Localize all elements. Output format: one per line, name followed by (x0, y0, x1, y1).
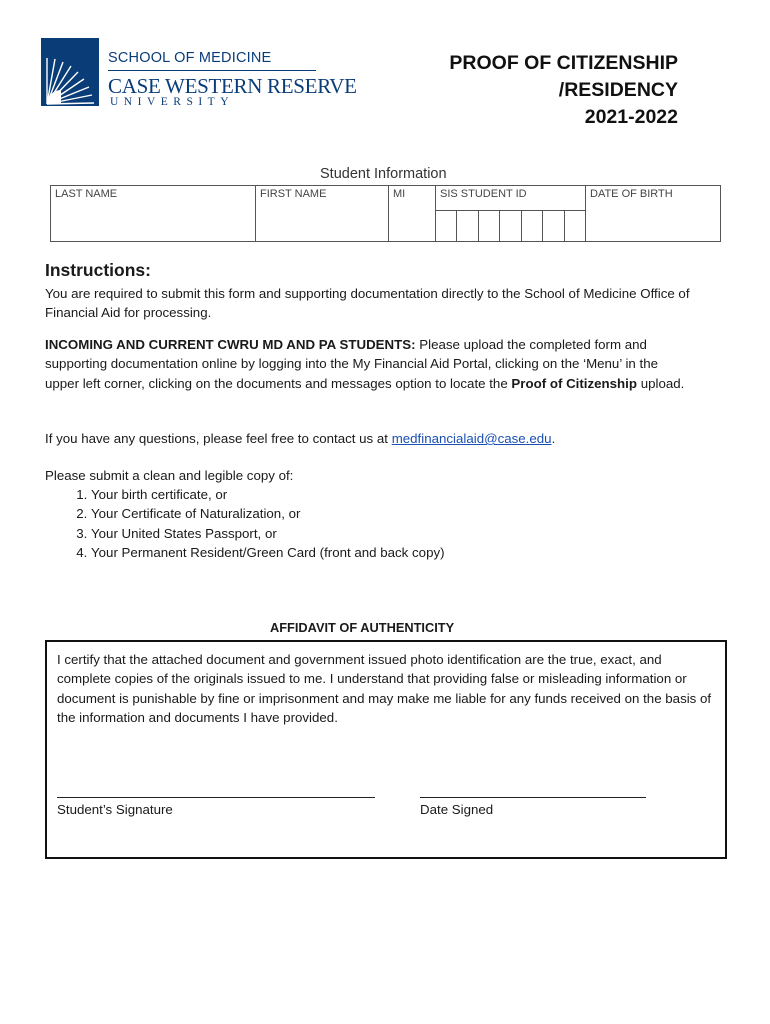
upload-instructions-text: Please upload the completed form and supporting documentation online by logging into the My Financial Aid Portal, clicking on the ‘Menu’ in the upper left corner, clicking on the documents and messages option to locate the (45, 337, 659, 391)
mi-field[interactable] (389, 186, 436, 242)
affidavit-text: I certify that the attached document and government issued photo identification are the true, exact, and complete copies of the originals issued to me. I understand that providing false or misleading information or document is punishable by fine or imprisonment and may make me liable for any funds received on the basis of the information and documents I have provided. (57, 652, 712, 725)
document-title (449, 50, 678, 131)
date-signed-line[interactable] (420, 797, 646, 798)
title-line-3: 2021-2022 (584, 106, 678, 128)
logo-divider (108, 70, 316, 71)
instructions-paragraph-4: Please submit a clean and legible copy of: (45, 468, 294, 483)
school-logo (41, 38, 357, 110)
list-item: 4. Your Permanent Resident/Green Card (front and back copy) (91, 543, 445, 562)
student-signature-line[interactable] (57, 797, 375, 798)
sis-student-id-field[interactable] (436, 186, 586, 242)
sis-digit-box[interactable] (522, 211, 543, 241)
instructions-paragraph-1: You are required to submit this form and supporting documentation directly to the School of Medicine Office of Financial Aid for processing. (45, 286, 690, 321)
proof-of-citizenship-bold: Proof of Citizenship (511, 375, 637, 391)
sis-digit-box[interactable] (457, 211, 478, 241)
upload-instructions-end: upload. (637, 375, 685, 391)
instructions-heading: Instructions: (45, 260, 151, 280)
logo-school-name: SCHOOL OF MEDICINE (108, 50, 272, 66)
student-signature-label: Student’s Signature (57, 802, 173, 817)
date-of-birth-label: DATE OF BIRTH (590, 188, 673, 200)
sis-digit-box[interactable] (436, 211, 457, 241)
questions-end: . (551, 431, 556, 446)
title-line-2: /RESIDENCY (558, 79, 678, 101)
date-of-birth-field[interactable] (586, 186, 721, 242)
affidavit-heading: AFFIDAVIT OF AUTHENTICITY (270, 620, 455, 635)
list-item: 1. Your birth certificate, or (91, 485, 445, 504)
date-signed-label: Date Signed (420, 802, 494, 817)
students-heading-bold: INCOMING AND CURRENT CWRU MD AND PA STUDENTS: (45, 337, 416, 352)
sis-digit-box[interactable] (543, 211, 564, 241)
list-item: 3. Your United States Passport, or (91, 524, 445, 543)
first-name-field[interactable] (256, 186, 389, 242)
last-name-label: LAST NAME (55, 188, 118, 200)
affidavit-box (45, 640, 727, 859)
title-line-1: PROOF OF CITIZENSHIP (449, 52, 678, 74)
document-list (45, 485, 445, 562)
questions-text: If you have any questions, please feel free to contact us at (45, 431, 392, 446)
list-item: 2. Your Certificate of Naturalization, or (91, 504, 445, 523)
first-name-label: FIRST NAME (260, 188, 327, 200)
instructions-paragraph-3 (45, 429, 695, 448)
instructions-paragraph-2 (45, 335, 695, 393)
mi-label: MI (393, 188, 406, 200)
sis-student-id-label: SIS STUDENT ID (440, 188, 527, 200)
logo-university-name: CASE WESTERN RESERVE (108, 74, 357, 98)
sis-digit-boxes (436, 210, 585, 241)
financial-aid-email-link[interactable]: medfinancialaid@case.edu (391, 431, 552, 446)
student-info-table (50, 185, 721, 242)
sis-digit-box[interactable] (500, 211, 521, 241)
student-info-heading: Student Information (320, 166, 447, 182)
sis-digit-box[interactable] (565, 211, 585, 241)
logo-university-word: UNIVERSITY (110, 96, 234, 108)
sunburst-logo-icon (41, 38, 99, 106)
last-name-field[interactable] (51, 186, 256, 242)
sis-digit-box[interactable] (479, 211, 500, 241)
